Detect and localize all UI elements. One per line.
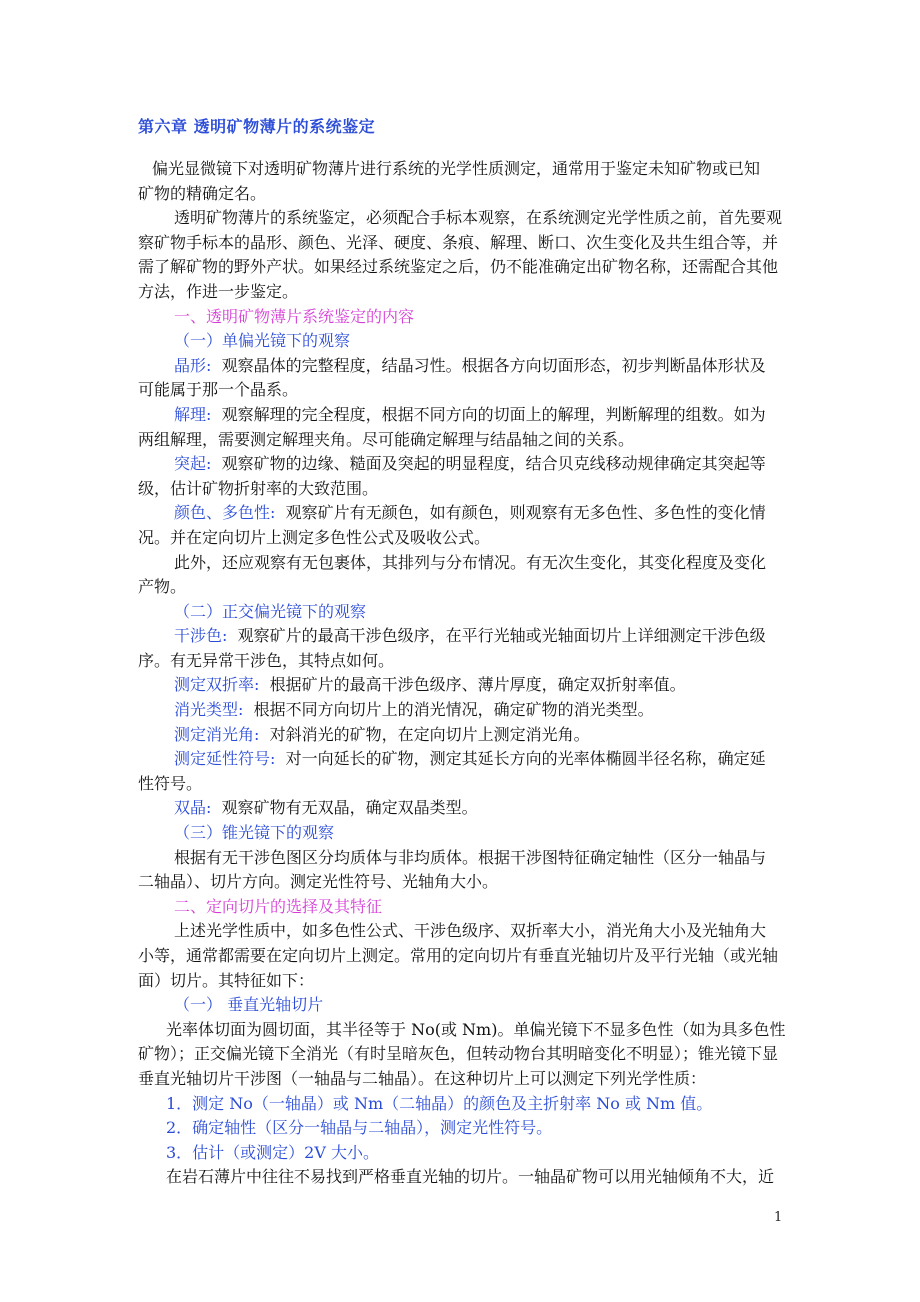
subsection-heading-2-1: （一） 垂直光轴切片 xyxy=(174,995,324,1015)
term-paragraph-elongation-sign: 测定延性符号: 对一向延长的矿物，测定其延长方向的光率体椭圆半径名称，确定延 性符号。 xyxy=(138,749,766,793)
paragraph-oriented-sections: 上述光学性质中，如多色性公式、干涉色级序、双折率大小，消光角大小及光轴角大 小等，通常都需要在定向切片上测定。常用的定向切片有垂直光轴切片及平行光轴（或光轴 面）切片。其特征如下： xyxy=(138,921,779,990)
term-paragraph-extinction-angle: 测定消光角: 对斜消光的矿物，在定向切片上测定消光角。 xyxy=(174,724,590,744)
paragraph-inclusions: 此外，还应观察有无包裹体，其排列与分布情况。有无次生变化，其变化程度及变化 产物。 xyxy=(138,552,767,597)
term-paragraph-cleavage: 解理: 观察解理的完全程度，根据不同方向的切面上的解理，判断解理的组数。如为 两组解理，需要测定解理夹角。尽可能确定解理与结晶轴之间的关系。 xyxy=(138,404,766,449)
list-item-3: 3．估计（或测定）2V 大小。 xyxy=(166,1142,380,1162)
paragraph-intro-1: 偏光显微镜下对透明矿物薄片进行系统的光学性质测定，通常用于鉴定未知矿物或已知 矿物的精确定名。 xyxy=(138,159,761,203)
subsection-heading-1-2: （二）正交偏光镜下的观察 xyxy=(174,601,367,621)
section-heading-1: 一、透明矿物薄片系统鉴定的内容 xyxy=(174,306,415,326)
term-paragraph-twinning: 双晶: 观察矿物有无双晶，确定双晶类型。 xyxy=(174,798,478,818)
term-paragraph-color: 颜色、多色性: 观察矿片有无颜色，如有颜色，则观察有无多色性、多色性的变化情 况。并在定向切片上测定多色性公式及吸收公式。 xyxy=(138,503,766,547)
paragraph-intro-2: 透明矿物薄片的系统鉴定，必须配合手标本观察，在系统测定光学性质之前，首先要观 察矿物手标本的晶形、颜色、光泽、硬度、条痕、解理、断口、次生变化及共生组合等，并 需了解矿物的野外产状。如果经过系统鉴定之后，仍不能准确定出矿物名称，还需配合其他 方法，作进一步鉴定。 xyxy=(138,208,783,301)
paragraph-last-line: 在岩石薄片中往往不易找到严格垂直光轴的切片。一轴晶矿物可以用光轴倾角不大，近 xyxy=(166,1167,775,1187)
term-paragraph-interference-color: 干涉色: 观察矿片的最高干涉色级序，在平行光轴或光轴面切片上详细测定干涉色级 序。有无异常干涉色，其特点如何。 xyxy=(138,626,766,670)
subsection-heading-1-1: （一）单偏光镜下的观察 xyxy=(174,331,351,351)
list-item-2: 2．确定轴性（区分一轴晶与二轴晶），测定光性符号。 xyxy=(166,1118,553,1138)
section-heading-2: 二、定向切片的选择及其特征 xyxy=(174,896,383,916)
chapter-title: 第六章 透明矿物薄片的系统鉴定 xyxy=(138,117,376,136)
term-paragraph-extinction-type: 消光类型: 根据不同方向切片上的消光情况，确定矿物的消光类型。 xyxy=(174,700,654,720)
list-item-1: 1．测定 No（一轴晶）或 Nm（二轴晶）的颜色及主折射率 No 或 Nm 值。 xyxy=(166,1093,713,1113)
term-paragraph-birefringence: 测定双折率: 根据矿片的最高干涉色级序、薄片厚度，确定双折射率值。 xyxy=(174,675,686,695)
paragraph-conoscope: 根据有无干涉色图区分均质体与非均质体。根据干涉图特征确定轴性（区分一轴晶与 二轴晶）、切片方向。测定光性符号、光轴角大小。 xyxy=(138,847,767,892)
paragraph-perpendicular-axis: 光率体切面为圆切面，其半径等于 No(或 Nm)。单偏光镜下不显多色性（如为具多色性 矿物）；正交偏光镜下全消光（有时呈暗灰色，但转动物台其明暗变化不明显）；锥光镜下显 垂直光轴切片干涉图（一轴晶与二轴晶）。在这种切片上可以测定下列光学性质： xyxy=(138,1019,786,1088)
subsection-heading-1-3: （三）锥光镜下的观察 xyxy=(174,823,335,843)
page-number: 1 xyxy=(774,1210,783,1225)
document-body xyxy=(138,157,786,1190)
term-paragraph-crystal-form: 晶形: 观察晶体的完整程度，结晶习性。根据各方向切面形态，初步判断晶体形状及 可能属于那一个晶系。 xyxy=(138,355,766,400)
term-paragraph-relief: 突起: 观察矿物的边缘、糙面及突起的明显程度，结合贝克线移动规律确定其突起等 级，估计矿物折射率的大致范围。 xyxy=(138,454,766,498)
